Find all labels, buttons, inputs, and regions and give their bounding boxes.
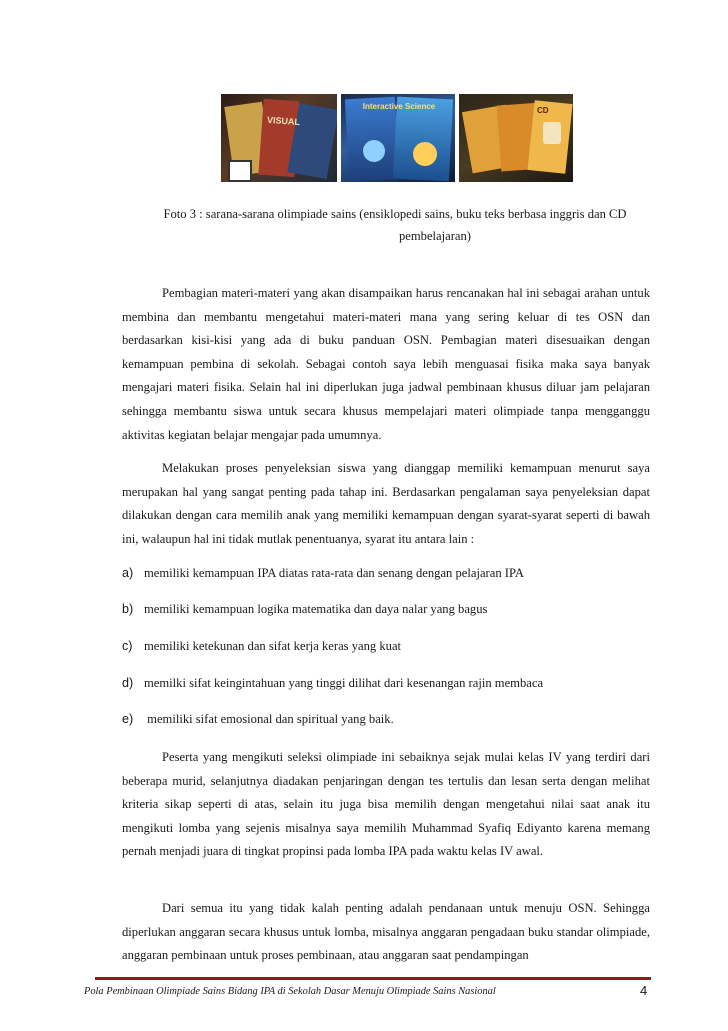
list-marker: b) [122, 602, 134, 616]
photo1-spine-text: VISUAL [266, 114, 301, 128]
list-marker: a) [122, 566, 134, 580]
footer-title: Pola Pembinaan Olimpiade Sains Bidang IPA di Sekolah Dasar Menuju Olimpiade Sains Nasional [84, 986, 496, 997]
paragraph-1: Pembagian materi-materi yang akan disampaikan harus rencanakan hal ini sebagai arahan untuk membina dan membantu mengetahui materi-materi mana yang sering keluar di tes OSN dan berdasarkan kisi-kisi yang ada di buku panduan OSN. Pembagian materi disesuaikan dengan kemampuan pembina di sekolah. Sebagai contoh saya lebih menguasai fisika maka saya banyak mengajari materi fisika. Selain hal ini diperlukan juga jadwal pembinaan khusus diluar jam pelajaran sehingga membantu siswa untuk secara khusus mempelajari materi olimpiade tanpa mengganggu aktivitas kegiatan belajar mengajar pada umumnya. [122, 286, 650, 442]
paragraph-3: Peserta yang mengikuti seleksi olimpiade ini sebaiknya sejak mulai kelas IV yang terdiri dari beberapa murid, selanjutnya diadakan penjaringan dengan tes tertulis dan lesan serta dengan melihat kriteria sikap seperti di atas, selain itu juga bisa memilih dengan mengetahui nilai saat anak itu mengikuti lomba yang sejenis misalnya saya memilih Muhammad Syafiq Ediyanto karena memang pernah menjadi juara di tingkat propinsi pada lomba IPA pada waktu kelas IV awal. [122, 750, 650, 859]
photo3-label: CD [537, 106, 549, 115]
list-item [122, 674, 543, 692]
photo-strip [221, 94, 573, 182]
caption-line-1: Foto 3 : sarana-sarana olimpiade sains (ensiklopedi sains, buku teks berbasa inggris dan CD [163, 207, 627, 221]
caption-line-2: pembelajaran) [398, 229, 472, 243]
list-marker: c) [122, 639, 133, 653]
body-section-3 [122, 897, 650, 968]
list-marker: e) [122, 712, 134, 726]
paragraph-2: Melakukan proses penyeleksian siswa yang dianggap memiliki kemampuan menurut saya merupakan hal yang sangat penting pada tahap ini. Berdasarkan pengalaman saya penyeleksian dapat dilakukan dengan cara memilih anak yang memiliki kemampuan dengan syarat-syarat seperti di bawah ini, walaupun hal ini tidak mutlak penentuanya, syarat itu antara lain : [122, 461, 650, 546]
list-text: memiliki sifat emosional dan spiritual yang baik. [144, 712, 394, 726]
list-item [122, 637, 401, 655]
body-section-1 [122, 282, 650, 552]
footer-rule [95, 977, 651, 980]
photo2-cover-text: Interactive Science [362, 102, 436, 111]
photo-science-textbooks [341, 94, 455, 182]
photo-caption [100, 203, 690, 247]
paragraph-4: Dari semua itu yang tidak kalah penting adalah pendanaan untuk menuju OSN. Sehingga diperlukan anggaran secara khusus untuk lomba, misalnya anggaran pengadaan buku standar olimpiade, anggaran pembinaan untuk proses pembinaan, atau anggaran saat pendampingan [122, 901, 650, 963]
list-item [122, 710, 394, 728]
image-placeholder-checkbox[interactable] [228, 160, 252, 182]
body-section-2 [122, 746, 650, 864]
list-text: memiliki kemampuan IPA diatas rata-rata dan senang dengan pelajaran IPA [144, 566, 524, 580]
list-text: memilki sifat keingintahuan yang tinggi dilihat dari kesenangan rajin membaca [144, 676, 544, 690]
list-item [122, 600, 487, 618]
photo-learning-cds [459, 94, 573, 182]
list-item [122, 564, 524, 582]
page-number: 4 [640, 983, 648, 998]
list-text: memiliki kemampuan logika matematika dan daya nalar yang bagus [144, 602, 488, 616]
list-text: memiliki ketekunan dan sifat kerja keras yang kuat [144, 639, 402, 653]
list-marker: d) [122, 676, 134, 690]
